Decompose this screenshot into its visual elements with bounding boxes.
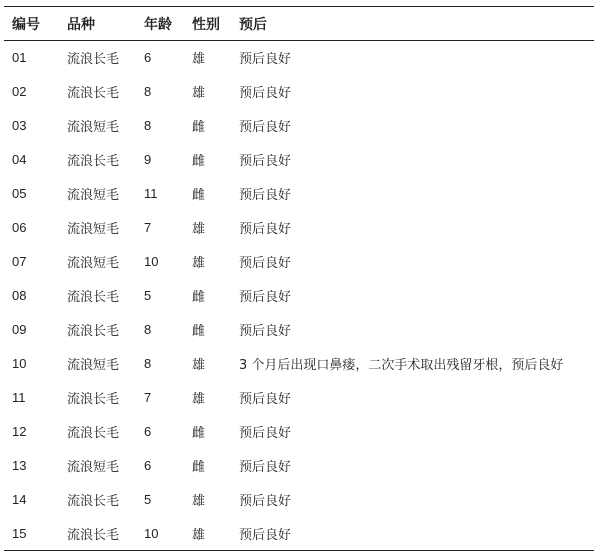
cell-age: 5 [144, 492, 152, 507]
table-row [4, 517, 594, 551]
cell-sex: 雌 [192, 324, 206, 339]
table-row [4, 245, 594, 279]
table-body [4, 41, 594, 551]
cell-sex: 雄 [192, 86, 206, 101]
cell-prognosis: 预后良好 [239, 256, 292, 271]
cell-prognosis: 预后良好 [239, 52, 292, 68]
cell-sex: 雌 [192, 154, 206, 169]
cell-id: 09 [12, 322, 27, 337]
table-row [4, 313, 594, 347]
cell-prognosis: 预后良好 [239, 290, 292, 305]
cell-age: 8 [144, 118, 152, 133]
cell-age: 7 [144, 220, 152, 235]
cell-prognosis: 3 个月后出现口鼻瘘，二次手术取出残留牙根，预后良好 [239, 358, 564, 373]
cell-prognosis: 预后良好 [239, 527, 292, 543]
cell-prognosis: 预后良好 [239, 154, 292, 169]
cell-sex: 雄 [192, 222, 206, 237]
cell-breed: 流浪长毛 [67, 494, 120, 509]
cell-age: 6 [144, 424, 152, 439]
cell-id: 03 [12, 118, 27, 133]
cell-prognosis: 预后良好 [239, 222, 292, 237]
cell-breed: 流浪短毛 [67, 222, 120, 237]
cell-sex: 雄 [192, 527, 206, 543]
cell-id: 10 [12, 356, 27, 371]
table-row [4, 143, 594, 177]
header-age: 年龄 [144, 16, 172, 33]
table-row [4, 109, 594, 143]
cell-sex: 雄 [192, 358, 206, 373]
table-row [4, 381, 594, 415]
cell-breed: 流浪短毛 [67, 460, 120, 475]
cell-sex: 雌 [192, 460, 206, 475]
header-id: 编号 [12, 16, 40, 33]
cell-prognosis: 预后良好 [239, 324, 292, 339]
cell-breed: 流浪长毛 [67, 392, 120, 407]
cell-age: 6 [144, 458, 152, 473]
cell-sex: 雄 [192, 256, 206, 271]
cell-id: 14 [12, 492, 27, 507]
cell-age: 6 [144, 50, 152, 66]
header-row [4, 7, 594, 41]
cell-sex: 雌 [192, 188, 206, 203]
cell-id: 12 [12, 424, 27, 439]
cell-prognosis: 预后良好 [239, 86, 292, 101]
cell-sex: 雌 [192, 426, 206, 441]
cell-breed: 流浪短毛 [67, 256, 120, 271]
cell-id: 01 [12, 50, 27, 66]
cell-prognosis: 预后良好 [239, 494, 292, 509]
cell-sex: 雌 [192, 120, 206, 135]
cell-breed: 流浪短毛 [67, 188, 120, 203]
cell-age: 8 [144, 356, 152, 371]
cell-age: 8 [144, 322, 152, 337]
cell-sex: 雄 [192, 494, 206, 509]
cell-breed: 流浪长毛 [67, 290, 120, 305]
table-row [4, 483, 594, 517]
cell-breed: 流浪长毛 [67, 527, 120, 543]
cell-id: 07 [12, 254, 27, 269]
cell-id: 05 [12, 186, 27, 201]
table-row [4, 211, 594, 245]
header-prognosis: 预后 [239, 16, 267, 33]
cell-prognosis: 预后良好 [239, 426, 292, 441]
cell-id: 15 [12, 525, 27, 541]
cell-id: 06 [12, 220, 27, 235]
cell-id: 08 [12, 288, 27, 303]
cell-age: 7 [144, 390, 152, 405]
cell-breed: 流浪长毛 [67, 52, 120, 68]
cell-breed: 流浪长毛 [67, 154, 120, 169]
table-row [4, 75, 594, 109]
table-header [4, 7, 594, 41]
case-table-container [4, 6, 594, 551]
cell-id: 02 [12, 84, 27, 99]
header-breed: 品种 [67, 16, 95, 33]
cell-sex: 雄 [192, 392, 206, 407]
table-row [4, 347, 594, 381]
table-row [4, 279, 594, 313]
table-row [4, 177, 594, 211]
cell-breed: 流浪短毛 [67, 358, 120, 373]
cell-age: 10 [144, 525, 159, 541]
cell-age: 9 [144, 152, 152, 167]
cell-prognosis: 预后良好 [239, 120, 292, 135]
cell-breed: 流浪长毛 [67, 86, 120, 101]
cell-sex: 雄 [192, 52, 206, 68]
cell-id: 04 [12, 152, 27, 167]
cell-age: 10 [144, 254, 159, 269]
cell-age: 8 [144, 84, 152, 99]
header-sex: 性别 [192, 16, 220, 33]
cell-prognosis: 预后良好 [239, 460, 292, 475]
cell-sex: 雌 [192, 290, 206, 305]
cell-prognosis: 预后良好 [239, 188, 292, 203]
cell-age: 5 [144, 288, 152, 303]
cell-age: 11 [144, 186, 158, 201]
table-row [4, 449, 594, 483]
cell-breed: 流浪长毛 [67, 324, 120, 339]
cell-breed: 流浪短毛 [67, 120, 120, 135]
table-row [4, 41, 594, 75]
cell-prognosis: 预后良好 [239, 392, 292, 407]
cell-id: 11 [12, 390, 26, 405]
cell-breed: 流浪长毛 [67, 426, 120, 441]
cell-id: 13 [12, 458, 27, 473]
case-table [4, 6, 594, 551]
table-row [4, 415, 594, 449]
